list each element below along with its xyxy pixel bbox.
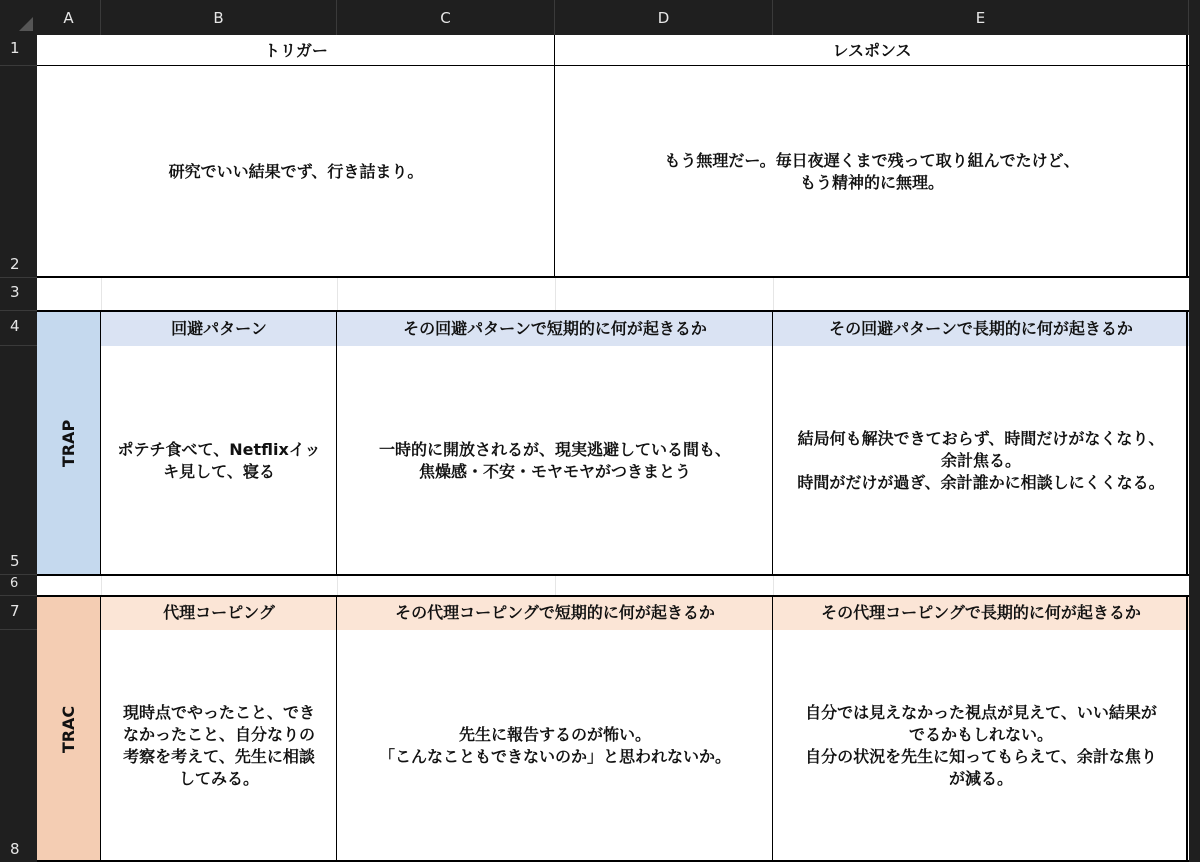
border-line bbox=[100, 311, 101, 575]
trap-long-term-cell[interactable]: 結局何も解決できておらず、時間だけがなくなり、 余計焦る。 時間がだけが過ぎ、余計誰かに相談しにくくなる。 bbox=[797, 428, 1165, 492]
row-header-3[interactable]: 3 bbox=[0, 278, 37, 311]
column-header-f[interactable] bbox=[1189, 0, 1200, 35]
trigger-cell[interactable]: 研究でいい結果でず、行き詰まり。 bbox=[168, 162, 424, 181]
gridline bbox=[101, 278, 102, 311]
trac-label-text: TRAC bbox=[59, 705, 79, 753]
row-header-4[interactable]: 4 bbox=[0, 311, 37, 346]
select-all-icon bbox=[19, 17, 33, 31]
column-header-e[interactable]: E bbox=[773, 0, 1189, 35]
row-header-6[interactable]: 6 bbox=[0, 575, 37, 596]
column-header-c[interactable]: C bbox=[337, 0, 555, 35]
border-line bbox=[37, 65, 1189, 66]
border-line bbox=[554, 35, 555, 278]
gridline bbox=[555, 278, 556, 311]
trap-label[interactable] bbox=[37, 311, 101, 575]
gridline bbox=[337, 575, 338, 596]
border-line bbox=[336, 311, 337, 575]
trap-avoidance-cell[interactable]: ポテチ食べて、Netflixイッ キ見して、寝る bbox=[117, 439, 321, 481]
gridline bbox=[773, 278, 774, 311]
trac-short-term-cell[interactable]: 先生に報告するのが怖い。 「こんなこともできないのか」と思われないか。 bbox=[378, 725, 731, 766]
gridline bbox=[773, 575, 774, 596]
gridline bbox=[101, 575, 102, 596]
response-cell[interactable]: もう無理だー。毎日夜遅くまで残って取り組んでたけど、 もう精神的に無理。 bbox=[664, 151, 1080, 192]
column-header-b[interactable]: B bbox=[101, 0, 337, 35]
trac-label[interactable] bbox=[37, 596, 101, 862]
gridline bbox=[337, 278, 338, 311]
row-header-2[interactable]: 2 bbox=[0, 66, 37, 278]
row-header-5[interactable]: 5 bbox=[0, 346, 37, 575]
row-header-7[interactable]: 7 bbox=[0, 596, 37, 630]
row-header-8[interactable]: 8 bbox=[0, 630, 37, 862]
trap-header-short-term[interactable]: その回避パターンで短期的に何が起きるか bbox=[337, 311, 773, 346]
row-header-1[interactable]: 1 bbox=[0, 35, 37, 66]
border-line bbox=[772, 596, 773, 862]
trac-long-term-cell[interactable]: 自分では見えなかった視点が見えて、いい結果が でるかもしれない。 自分の状況を先生に知ってもらえて、余計な焦り が減る。 bbox=[805, 703, 1157, 788]
trap-header-avoidance[interactable]: 回避パターン bbox=[101, 311, 337, 346]
border-line bbox=[1186, 35, 1188, 278]
response-header[interactable]: レスポンス bbox=[832, 40, 912, 60]
trap-short-term-cell[interactable]: 一時的に開放されるが、現実逃避している間も、 焦燥感・不安・モヤモヤがつきまとう bbox=[378, 439, 731, 481]
border-line bbox=[37, 276, 1189, 278]
column-header-a[interactable]: A bbox=[37, 0, 101, 35]
border-line bbox=[37, 595, 1189, 597]
column-f-area bbox=[1189, 35, 1200, 862]
border-line bbox=[100, 596, 101, 862]
border-line bbox=[336, 596, 337, 862]
trac-header-coping[interactable]: 代理コーピング bbox=[101, 596, 337, 630]
border-line bbox=[1186, 311, 1188, 575]
trac-coping-cell[interactable]: 現時点でやったこと、でき なかったこと、自分なりの 考察を考えて、先生に相談 してみる。 bbox=[122, 703, 315, 788]
gridline bbox=[555, 575, 556, 596]
border-line bbox=[772, 311, 773, 575]
border-line bbox=[37, 310, 1189, 312]
trap-header-long-term[interactable]: その回避パターンで長期的に何が起きるか bbox=[773, 311, 1189, 346]
column-header-d[interactable]: D bbox=[555, 0, 773, 35]
select-all-corner[interactable] bbox=[0, 0, 37, 35]
border-line bbox=[37, 574, 1189, 576]
trigger-header[interactable]: トリガー bbox=[264, 40, 328, 60]
border-line bbox=[1186, 596, 1188, 862]
trac-header-long-term[interactable]: その代理コーピングで長期的に何が起きるか bbox=[773, 596, 1189, 630]
trac-header-short-term[interactable]: その代理コーピングで短期的に何が起きるか bbox=[337, 596, 773, 630]
trap-label-text: TRAP bbox=[59, 419, 79, 467]
